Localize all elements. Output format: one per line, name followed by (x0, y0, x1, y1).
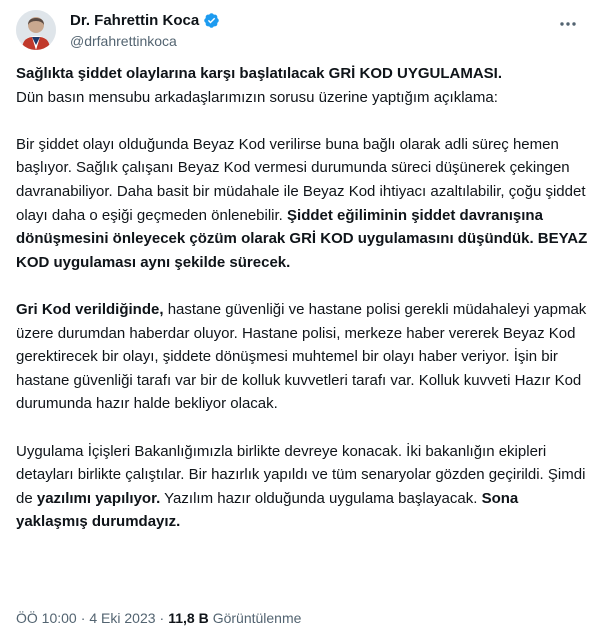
tweet-subtitle: Dün basın mensubu arkadaşlarımızın sorusu üzerine yaptığım açıklama: (16, 88, 498, 106)
p3-bold-2: Sona yaklaşmış durumdayız. (16, 489, 519, 531)
display-name[interactable]: Dr. Fahrettin Koca (70, 12, 200, 29)
tweet-date[interactable]: 4 Eki 2023 (89, 610, 156, 626)
avatar[interactable] (16, 10, 56, 50)
separator-dot: · (159, 610, 165, 626)
p1-normal-text: Bir şiddet olayı olduğunda Beyaz Kod verilirse buna bağlı olarak adli süreç hemen başlıyor. Sağlık çalışanı Beyaz Kod vermesi durumunda süreci düşünerek çekingen davranabiliyor. Daha basit bir müdahale ile Beyaz Kod ihtiyacı azaltılabilir, çoğu şiddet olayı daha o eşiği geçmeden önlenebilir. (16, 135, 586, 224)
name-row (70, 12, 220, 29)
tweet-paragraph-1 (16, 133, 588, 275)
views-count[interactable]: 11,8 B (168, 610, 209, 626)
paragraph-gap (16, 416, 588, 440)
separator-dot: · (80, 610, 86, 626)
p3-text-2: Yazılım hazır olduğunda uygulama başlayacak. (160, 489, 482, 507)
paragraph-gap (16, 109, 588, 133)
tweet-time[interactable]: ÖÖ 10:00 (16, 610, 77, 626)
p1-bold-text: Şiddet eğiliminin şiddet davranışına dönüşmesini önleyecek çözüm olarak GRİ KOD uygulamasını düşündük. BEYAZ KOD uygulaması aynı şekilde sürecek. (16, 206, 588, 271)
verified-badge-icon (203, 12, 220, 29)
p3-text-1: Uygulama İçişleri Bakanlığımızla birlikte devreye konacak. İki bakanlığın ekipleri detayları birlikte çalıştılar. Bir hazırlık yapıldı ve tüm senaryolar gözden geçirildi. Şimdi de (16, 442, 586, 507)
tweet-text (16, 62, 588, 534)
views-label: Görüntülenme (212, 610, 302, 626)
p2-bold-text: Gri Kod verildiğinde, (16, 300, 164, 318)
tweet-paragraph-2 (16, 298, 588, 416)
author-names (70, 12, 220, 49)
paragraph-gap (16, 274, 588, 298)
tweet-title: Sağlıkta şiddet olaylarına karşı başlatılacak GRİ KOD UYGULAMASI. (16, 65, 502, 82)
tweet-header (16, 8, 588, 58)
user-handle[interactable]: @drfahrettinkoca (70, 33, 177, 49)
tweet-paragraph-3 (16, 440, 588, 534)
tweet-footer (16, 606, 588, 630)
p2-normal-text: hastane güvenliği ve hastane polisi gerekli müdahaleyi yapmak üzere durumdan haberdar oluyor. Hastane polisi, merkeze haber vererek Beyaz Kod gerektirecek bir olayı, şiddete dönüşmesi muhtemel bir olayı haber veriyor. İşin bir hastane güvenliği tarafı var bir de kolluk kuvvetleri tarafı var. Kolluk kuvveti Hazır Kod durumunda hazır halde bekliyor olacak. (16, 300, 587, 413)
p3-bold-1: yazılımı yapılıyor. (36, 489, 161, 507)
tweet-intro (16, 62, 588, 109)
more-options-icon[interactable] (558, 14, 578, 34)
